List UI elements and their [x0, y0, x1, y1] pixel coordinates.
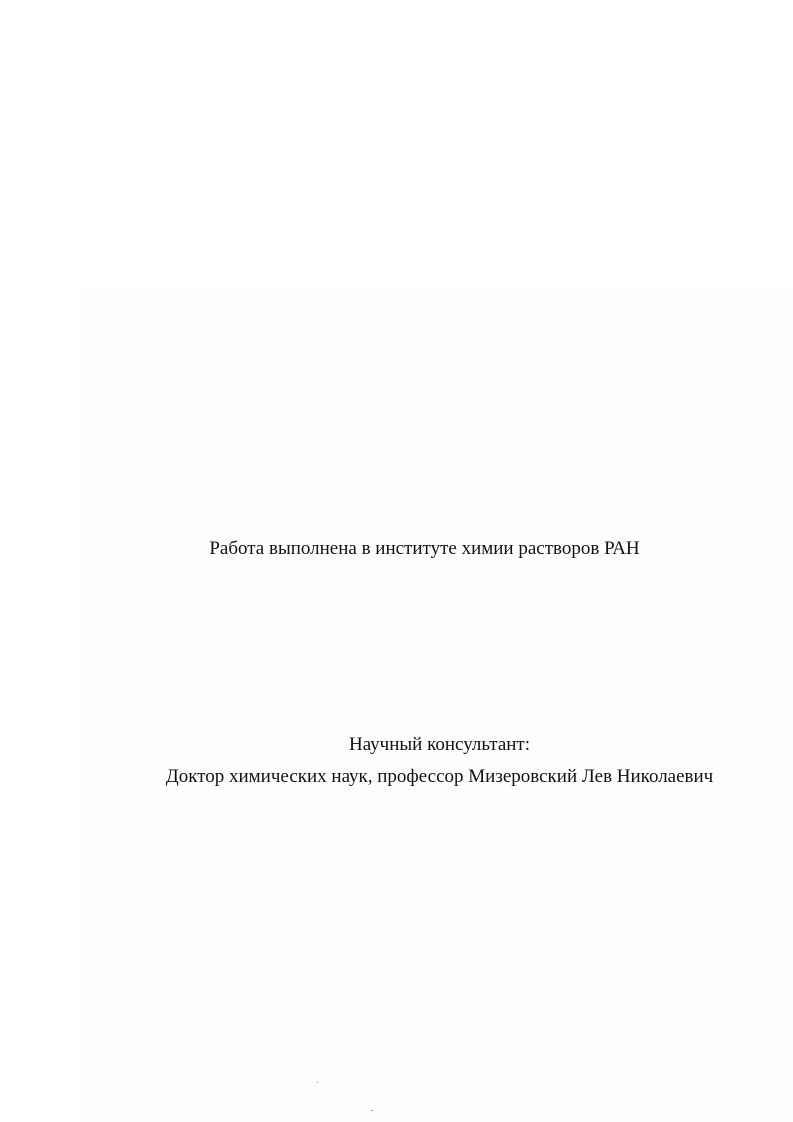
scan-speck [317, 1082, 318, 1083]
consultant-name: Доктор химических наук, профессор Мизеровский Лев Николаевич [165, 766, 714, 787]
scan-speck [371, 1110, 373, 1111]
institution-line: Работа выполнена в институте химии растворов РАН [209, 538, 640, 559]
consultant-heading: Научный консультант: [348, 734, 531, 755]
scanned-page-area [80, 285, 793, 1122]
